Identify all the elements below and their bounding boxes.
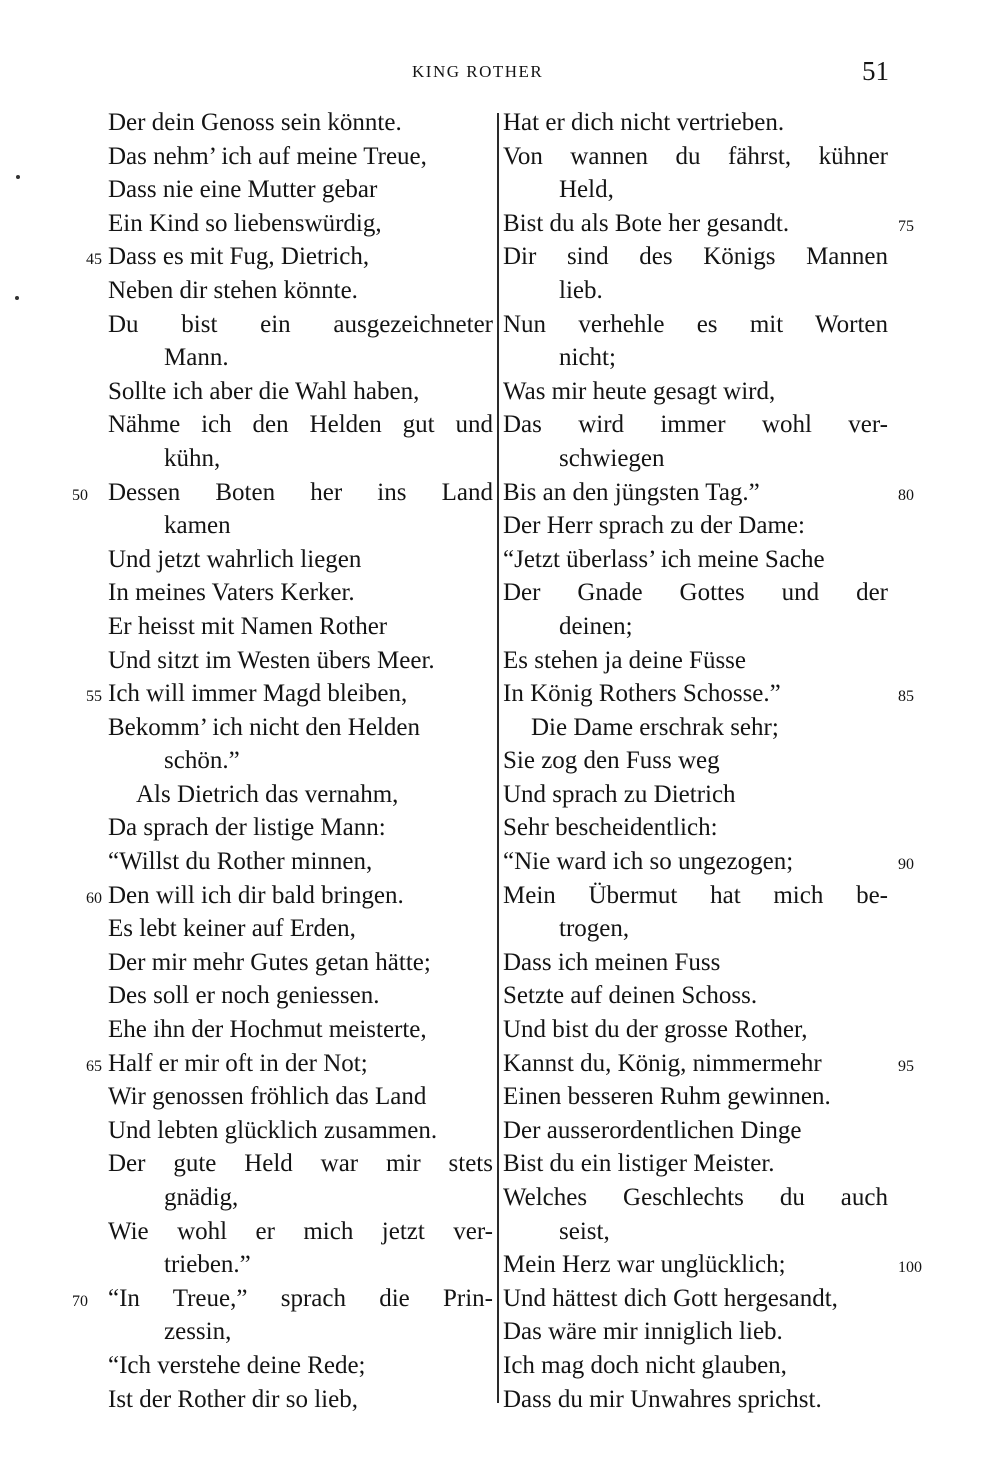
- verse-text: Dass nie eine Mutter gebar: [108, 176, 378, 204]
- verse-line: [503, 1282, 888, 1316]
- verse-text: Von wannen du fährst, kühner: [503, 142, 888, 170]
- verse-line: [503, 576, 888, 610]
- verse-text: lieb.: [559, 276, 603, 304]
- verse-line: [503, 677, 914, 711]
- verse-line: [503, 106, 888, 140]
- verse-text: Die Dame erschrak sehr;: [531, 713, 779, 741]
- verse-line: [503, 845, 914, 879]
- margin-speck: [15, 296, 19, 300]
- verse-text: Was mir heute gesagt wird,: [503, 377, 776, 405]
- verse-line: [503, 476, 914, 510]
- verse-text: Welches Geschlechts du auch: [503, 1184, 888, 1211]
- verse-line: [108, 811, 493, 845]
- verse-text: Mein Herz war unglücklich;: [503, 1251, 786, 1279]
- verse-line: [108, 341, 493, 375]
- verse-text: In meines Vaters Kerker.: [108, 579, 355, 607]
- verse-line: [503, 946, 888, 980]
- verse-line: [503, 1315, 888, 1349]
- verse-line: [503, 610, 888, 644]
- right-column: [503, 106, 922, 1416]
- verse-text: Bis an den jüngsten Tag.”: [503, 478, 760, 506]
- verse-text: Und jetzt wahrlich liegen: [108, 545, 362, 573]
- verse-text: seist,: [559, 1217, 610, 1245]
- verse-line: [503, 1383, 888, 1417]
- verse-line: [108, 1315, 493, 1349]
- verse-line: [72, 476, 493, 510]
- verse-text: “Jetzt überlass’ ich meine Sache: [503, 545, 825, 573]
- verse-line: [108, 140, 493, 174]
- left-column: [72, 106, 493, 1416]
- verse-text: Nun verhehle es mit Worten: [503, 310, 888, 338]
- verse-line: [108, 543, 493, 577]
- verse-line: [108, 106, 493, 140]
- verse-text: Das wird immer wohl ver-: [503, 411, 888, 439]
- verse-text: trieben.”: [164, 1251, 251, 1279]
- verse-line: [108, 173, 493, 207]
- verse-line: [503, 1248, 922, 1282]
- verse-text: schön.”: [164, 747, 240, 775]
- verse-line: [503, 509, 888, 543]
- verse-line: [108, 912, 493, 946]
- verse-line: [108, 308, 493, 342]
- verse-line: [72, 1282, 493, 1316]
- verse-line: [503, 207, 914, 241]
- verse-text: Der mir mehr Gutes getan hätte;: [108, 948, 431, 976]
- verse-text: Dass es mit Fug, Dietrich,: [108, 243, 370, 271]
- verse-text: Der dein Genoss sein könnte.: [108, 109, 402, 136]
- verse-line: [108, 845, 493, 879]
- verse-line: [108, 644, 493, 678]
- verse-text: Du bist ein ausgezeichneter: [108, 310, 493, 338]
- verse-text: Er heisst mit Namen Rother: [108, 612, 388, 640]
- verse-text: Des soll er noch geniessen.: [108, 982, 380, 1010]
- verse-line: [108, 408, 493, 442]
- verse-text: Ich mag doch nicht glauben,: [503, 1351, 787, 1379]
- verse-text: Setzte auf deinen Schoss.: [503, 982, 758, 1010]
- verse-text: Der Gnade Gottes und der: [503, 579, 888, 607]
- verse-line: [108, 1383, 493, 1417]
- margin-speck: [16, 175, 20, 179]
- verse-text: nicht;: [559, 344, 616, 372]
- verse-text: Sehr bescheidentlich:: [503, 814, 718, 842]
- verse-text: Als Dietrich das vernahm,: [136, 780, 399, 808]
- verse-text: Hat er dich nicht vertrieben.: [503, 109, 785, 136]
- verse-text: deinen;: [559, 612, 633, 640]
- verse-text: Kannst du, König, nimmermehr: [503, 1049, 822, 1077]
- verse-text: Bekomm’ ich nicht den Helden: [108, 713, 420, 741]
- running-title: KING ROTHER: [412, 62, 544, 81]
- verse-line: [108, 1080, 493, 1114]
- verse-text: Half er mir oft in der Not;: [108, 1049, 368, 1077]
- line-number: 75: [898, 217, 914, 235]
- verse-text: Und lebten glücklich zusammen.: [108, 1116, 438, 1144]
- column-divider: [497, 113, 499, 1403]
- verse-line: [503, 140, 888, 174]
- verse-line: [108, 979, 493, 1013]
- verse-line: [503, 341, 888, 375]
- verse-line: [503, 778, 888, 812]
- verse-line: [108, 1181, 493, 1215]
- verse-line: [503, 912, 888, 946]
- verse-line: [108, 1013, 493, 1047]
- verse-text: Dir sind des Königs Mannen: [503, 243, 888, 271]
- verse-text: Es stehen ja deine Füsse: [503, 646, 747, 674]
- verse-line: [108, 946, 493, 980]
- verse-text: schwiegen: [559, 444, 665, 472]
- verse-text: Dessen Boten her ins Land: [108, 478, 493, 506]
- verse-line: [503, 173, 888, 207]
- verse-text: Wie wohl er mich jetzt ver-: [108, 1217, 493, 1245]
- verse-text: kamen: [164, 512, 231, 540]
- verse-line: [503, 408, 888, 442]
- verse-line: [503, 1181, 888, 1215]
- verse-line: [503, 1349, 888, 1383]
- verse-text: Den will ich dir bald bringen.: [108, 881, 404, 909]
- verse-text: Mann.: [164, 344, 229, 372]
- verse-text: In König Rothers Schosse.”: [503, 680, 781, 708]
- verse-text: “Willst du Rother minnen,: [108, 848, 373, 876]
- verse-line: [108, 375, 493, 409]
- verse-text: Wir genossen fröhlich das Land: [108, 1083, 427, 1111]
- verse-line: [503, 811, 888, 845]
- verse-line: [503, 308, 888, 342]
- verse-line: [86, 240, 493, 274]
- verse-line: [503, 979, 888, 1013]
- verse-line: [503, 1147, 888, 1181]
- verse-text: Mein Übermut hat mich be-: [503, 881, 888, 909]
- verse-text: Einen besseren Ruhm gewinnen.: [503, 1083, 831, 1111]
- verse-line: [108, 509, 493, 543]
- verse-line: [503, 274, 888, 308]
- verse-text: Und hättest dich Gott hergesandt,: [503, 1284, 838, 1312]
- verse-text: Bist du ein listiger Meister.: [503, 1150, 775, 1178]
- line-number: 55: [86, 688, 102, 706]
- verse-line: [503, 543, 888, 577]
- verse-text: Da sprach der listige Mann:: [108, 814, 386, 842]
- verse-text: zessin,: [164, 1318, 232, 1346]
- verse-line: [503, 711, 888, 745]
- verse-text: Sie zog den Fuss weg: [503, 747, 720, 775]
- verse-line: [503, 879, 888, 913]
- verse-text: Dass du mir Unwahres sprichst.: [503, 1385, 822, 1413]
- verse-text: Ein Kind so liebenswürdig,: [108, 209, 382, 237]
- line-number: 80: [898, 486, 914, 504]
- verse-line: [503, 1114, 888, 1148]
- verse-line: [503, 1080, 888, 1114]
- verse-text: Der gute Held war mir stets: [108, 1150, 493, 1178]
- verse-text: Und sprach zu Dietrich: [503, 780, 736, 808]
- verse-line: [108, 576, 493, 610]
- line-number: 90: [898, 856, 914, 874]
- line-number: 50: [72, 486, 88, 504]
- verse-text: Nähme ich den Helden gut und: [108, 411, 493, 439]
- verse-line: [108, 1248, 493, 1282]
- verse-text: “Nie ward ich so ungezogen;: [503, 848, 794, 876]
- verse-text: Ist der Rother dir so lieb,: [108, 1385, 358, 1413]
- verse-text: Bist du als Bote her gesandt.: [503, 209, 790, 237]
- verse-line: [503, 1047, 914, 1081]
- verse-text: Sollte ich aber die Wahl haben,: [108, 377, 420, 405]
- verse-text: Held,: [559, 176, 614, 204]
- line-number: 70: [72, 1292, 88, 1310]
- verse-line: [86, 879, 493, 913]
- verse-line: [86, 1047, 493, 1081]
- verse-text: “Ich verstehe deine Rede;: [108, 1351, 366, 1379]
- verse-text: Es lebt keiner auf Erden,: [108, 915, 356, 943]
- line-number: 85: [898, 688, 914, 706]
- verse-line: [108, 274, 493, 308]
- verse-text: Das wäre mir inniglich lieb.: [503, 1318, 783, 1346]
- verse-line: [503, 375, 888, 409]
- verse-text: Dass ich meinen Fuss: [503, 948, 721, 976]
- verse-text: Neben dir stehen könnte.: [108, 276, 358, 304]
- verse-text: Und bist du der grosse Rother,: [503, 1016, 808, 1044]
- verse-line: [108, 610, 493, 644]
- verse-text: “In Treue,” sprach die Prin-: [108, 1284, 493, 1312]
- verse-line: [108, 1147, 493, 1181]
- line-number: 100: [898, 1259, 922, 1277]
- verse-line: [503, 744, 888, 778]
- verse-line: [503, 1215, 888, 1249]
- verse-line: [503, 442, 888, 476]
- line-number: 95: [898, 1057, 914, 1075]
- verse-line: [108, 207, 493, 241]
- verse-line: [503, 240, 888, 274]
- verse-line: [86, 677, 493, 711]
- verse-line: [108, 1114, 493, 1148]
- verse-line: [108, 1349, 493, 1383]
- verse-text: Der ausserordentlichen Dinge: [503, 1116, 802, 1144]
- line-number: 65: [86, 1057, 102, 1075]
- verse-text: kühn,: [164, 444, 221, 472]
- verse-line: [108, 744, 493, 778]
- verse-line: [108, 711, 493, 745]
- verse-line: [503, 644, 888, 678]
- verse-line: [503, 1013, 888, 1047]
- page-number: 51: [862, 56, 889, 86]
- verse-line: [108, 442, 493, 476]
- line-number: 45: [86, 251, 102, 269]
- verse-text: Das nehm’ ich auf meine Treue,: [108, 142, 427, 170]
- verse-text: Ehe ihn der Hochmut meisterte,: [108, 1016, 427, 1044]
- verse-line: [108, 778, 493, 812]
- verse-text: Der Herr sprach zu der Dame:: [503, 512, 805, 540]
- verse-text: Ich will immer Magd bleiben,: [108, 680, 408, 708]
- line-number: 60: [86, 889, 102, 907]
- verse-text: gnädig,: [164, 1184, 239, 1211]
- verse-line: [108, 1215, 493, 1249]
- page-header: [0, 56, 1000, 90]
- verse-text: Und sitzt im Westen übers Meer.: [108, 646, 435, 674]
- verse-text: trogen,: [559, 915, 630, 943]
